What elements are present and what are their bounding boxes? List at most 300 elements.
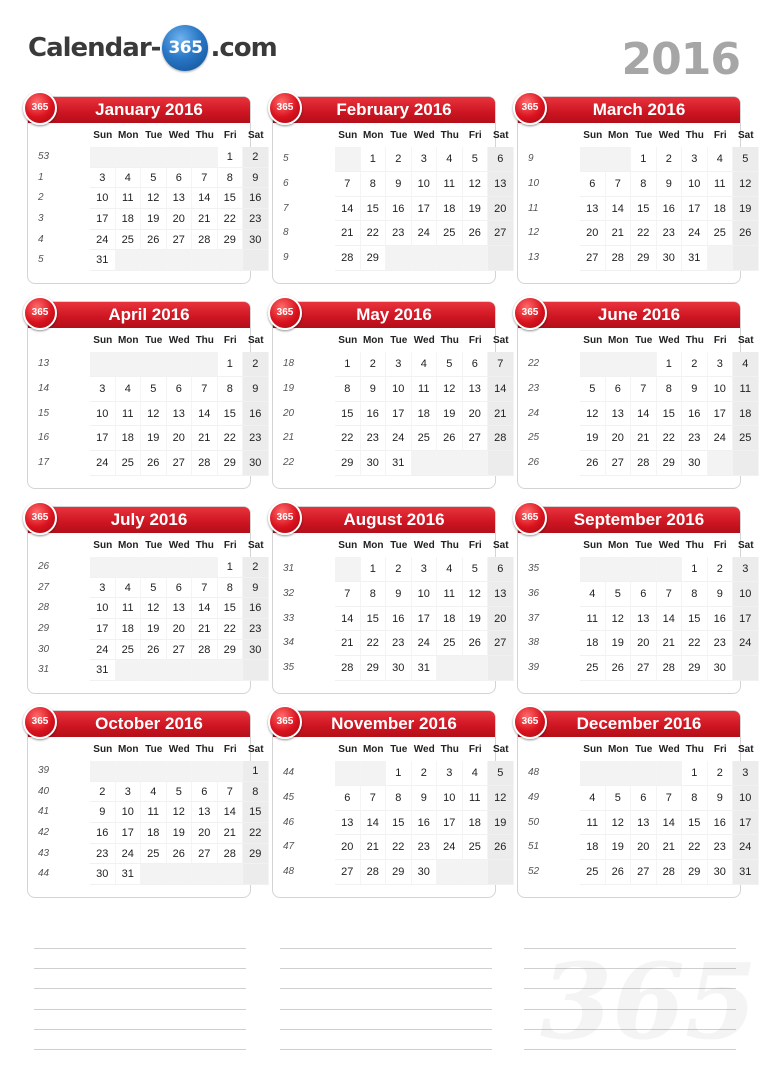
empty-day-cell [192, 557, 218, 578]
badge-365-icon: 365 [268, 501, 302, 535]
day-cell: 30 [243, 451, 269, 476]
day-cell: 19 [437, 402, 463, 427]
week-number: 45 [283, 791, 295, 803]
weekday-label: Tue [390, 130, 408, 141]
week-number: 20 [283, 407, 295, 419]
empty-day-cell [488, 656, 514, 681]
day-cell: 8 [682, 582, 708, 607]
day-cell: 17 [90, 426, 116, 451]
day-cell: 7 [657, 582, 683, 607]
empty-day-cell [243, 864, 269, 885]
month-title: February 2016 [273, 97, 495, 123]
day-cell: 18 [580, 835, 606, 860]
day-cell: 31 [412, 656, 438, 681]
weekday-label: Wed [413, 335, 435, 346]
empty-day-cell [192, 660, 218, 681]
week-number: 13 [528, 252, 540, 264]
day-cell: 9 [386, 582, 412, 607]
badge-365-icon: 365 [268, 705, 302, 739]
day-cell: 15 [682, 607, 708, 632]
month-title: September 2016 [518, 507, 740, 533]
month-card-1 [27, 96, 264, 284]
day-cell: 24 [412, 631, 438, 656]
badge-365-icon: 365 [513, 296, 547, 330]
day-cell: 8 [361, 172, 387, 197]
day-cell: 21 [192, 619, 218, 640]
empty-day-cell [437, 656, 463, 681]
weekday-label: Wed [413, 130, 435, 141]
week-number: 23 [528, 382, 540, 394]
day-cell: 15 [218, 402, 244, 427]
month-title: June 2016 [518, 302, 740, 328]
empty-day-cell [116, 352, 142, 377]
week-number: 22 [528, 358, 540, 369]
day-cell: 9 [243, 168, 269, 189]
week-number: 9 [528, 153, 534, 164]
day-cell: 6 [167, 377, 193, 402]
empty-day-cell [335, 761, 361, 786]
weekday-label: Tue [145, 130, 163, 141]
day-cell: 3 [682, 147, 708, 172]
day-cell: 10 [733, 786, 759, 811]
day-cell: 23 [682, 426, 708, 451]
day-cell: 18 [437, 197, 463, 222]
day-cell: 22 [361, 221, 387, 246]
weekday-label: Sat [737, 335, 754, 346]
empty-day-cell [243, 250, 269, 271]
empty-day-cell [218, 761, 244, 782]
day-cell: 6 [335, 786, 361, 811]
empty-day-cell [90, 557, 116, 578]
week-number: 51 [528, 841, 540, 853]
day-cell: 10 [412, 582, 438, 607]
day-cell: 14 [631, 402, 657, 427]
day-cell: 9 [243, 377, 269, 402]
day-cell: 28 [335, 656, 361, 681]
day-cell: 30 [243, 640, 269, 661]
empty-day-cell [116, 557, 142, 578]
day-cell: 3 [733, 557, 759, 582]
empty-day-cell [90, 352, 116, 377]
weekday-label: Sun [338, 130, 358, 141]
day-cell: 7 [192, 168, 218, 189]
day-cell: 13 [192, 802, 218, 823]
day-cell: 27 [606, 451, 632, 476]
weekday-label: Mon [607, 744, 629, 755]
day-cell: 11 [463, 786, 489, 811]
day-cell: 29 [631, 246, 657, 271]
day-cell: 6 [631, 786, 657, 811]
weekday-label: Sat [737, 744, 754, 755]
day-cell: 21 [606, 221, 632, 246]
empty-day-cell [167, 250, 193, 271]
month-card-4 [27, 301, 264, 489]
day-cell: 5 [463, 147, 489, 172]
empty-day-cell [141, 864, 167, 885]
weekday-label: Mon [607, 130, 629, 141]
week-number: 49 [528, 791, 540, 803]
day-cell: 5 [733, 147, 759, 172]
weekday-label: Fri [223, 335, 237, 346]
day-cell: 25 [437, 631, 463, 656]
day-cell: 27 [167, 230, 193, 251]
empty-day-cell [463, 860, 489, 885]
day-cell: 3 [412, 557, 438, 582]
empty-day-cell [192, 761, 218, 782]
day-cell: 17 [733, 811, 759, 836]
month-card-11 [272, 710, 509, 898]
empty-day-cell [116, 660, 142, 681]
weekday-label: Sat [247, 744, 264, 755]
weekday-label: Thu [440, 744, 459, 755]
day-cell: 11 [116, 402, 142, 427]
day-cell: 21 [218, 823, 244, 844]
day-cell: 5 [437, 352, 463, 377]
day-cell: 28 [192, 451, 218, 476]
day-cell: 1 [361, 147, 387, 172]
day-cell: 14 [218, 802, 244, 823]
page-year-title: 2016 [621, 34, 740, 85]
day-cell: 22 [335, 426, 361, 451]
week-number: 26 [528, 457, 540, 469]
day-cell: 13 [631, 607, 657, 632]
weekday-label: Thu [195, 335, 214, 346]
month-title: April 2016 [28, 302, 250, 328]
day-cell: 10 [386, 377, 412, 402]
day-cell: 10 [116, 802, 142, 823]
weekday-label: Wed [168, 335, 190, 346]
empty-day-cell [141, 557, 167, 578]
day-cell: 24 [733, 631, 759, 656]
empty-day-cell [488, 860, 514, 885]
day-cell: 24 [116, 844, 142, 865]
day-cell: 19 [167, 823, 193, 844]
badge-365-icon: 365 [513, 501, 547, 535]
day-cell: 22 [243, 823, 269, 844]
weekday-label: Thu [195, 130, 214, 141]
empty-day-cell [580, 557, 606, 582]
day-cell: 18 [116, 426, 142, 451]
empty-day-cell [463, 246, 489, 271]
day-cell: 12 [733, 172, 759, 197]
day-cell: 26 [437, 426, 463, 451]
empty-day-cell [708, 451, 734, 476]
day-cell: 12 [606, 811, 632, 836]
day-cell: 27 [167, 451, 193, 476]
day-cell: 15 [386, 811, 412, 836]
day-cell: 28 [361, 860, 387, 885]
day-cell: 2 [657, 147, 683, 172]
day-cell: 11 [580, 607, 606, 632]
day-cell: 28 [192, 640, 218, 661]
week-number: 7 [283, 202, 289, 214]
weekday-label: Tue [145, 744, 163, 755]
day-cell: 24 [90, 230, 116, 251]
empty-day-cell [141, 147, 167, 168]
day-cell: 14 [192, 402, 218, 427]
brand-name-right: .com [210, 33, 277, 63]
weekday-label: Tue [635, 744, 653, 755]
day-cell: 1 [335, 352, 361, 377]
day-cell: 2 [386, 557, 412, 582]
day-cell: 27 [167, 640, 193, 661]
day-cell: 11 [141, 802, 167, 823]
weekday-label: Fri [468, 540, 482, 551]
week-number: 25 [528, 432, 540, 444]
weekday-label: Mon [362, 130, 384, 141]
month-card-7 [27, 506, 264, 694]
weekday-label: Sat [492, 335, 509, 346]
day-cell: 8 [361, 582, 387, 607]
notes-column-1 [34, 948, 246, 1069]
day-cell: 2 [708, 761, 734, 786]
day-cell: 29 [335, 451, 361, 476]
empty-day-cell [437, 451, 463, 476]
day-cell: 15 [682, 811, 708, 836]
day-cell: 23 [386, 221, 412, 246]
week-number: 1 [38, 171, 44, 183]
day-cell: 18 [733, 402, 759, 427]
day-cell: 5 [141, 377, 167, 402]
empty-day-cell [192, 864, 218, 885]
empty-day-cell [412, 246, 438, 271]
day-cell: 6 [167, 168, 193, 189]
month-title: May 2016 [273, 302, 495, 328]
day-cell: 2 [361, 352, 387, 377]
empty-day-cell [218, 250, 244, 271]
day-cell: 22 [631, 221, 657, 246]
weekday-label: Mon [117, 744, 139, 755]
day-cell: 28 [218, 844, 244, 865]
day-cell: 24 [708, 426, 734, 451]
day-cell: 16 [243, 402, 269, 427]
empty-day-cell [141, 660, 167, 681]
day-cell: 20 [167, 619, 193, 640]
day-cell: 31 [733, 860, 759, 885]
week-number: 53 [38, 151, 50, 162]
day-cell: 13 [631, 811, 657, 836]
day-cell: 27 [335, 860, 361, 885]
week-number: 37 [528, 612, 540, 624]
day-cell: 7 [335, 582, 361, 607]
day-cell: 26 [167, 844, 193, 865]
day-cell: 8 [218, 168, 244, 189]
empty-day-cell [243, 660, 269, 681]
day-cell: 9 [682, 377, 708, 402]
day-cell: 5 [141, 168, 167, 189]
weekday-label: Wed [413, 744, 435, 755]
day-cell: 21 [192, 426, 218, 451]
weekday-label: Fri [468, 335, 482, 346]
day-cell: 23 [243, 619, 269, 640]
day-cell: 30 [243, 230, 269, 251]
weekday-label: Fri [713, 744, 727, 755]
day-cell: 14 [335, 197, 361, 222]
week-number: 43 [38, 847, 50, 859]
day-cell: 15 [218, 598, 244, 619]
week-number: 5 [38, 254, 44, 266]
day-cell: 28 [631, 451, 657, 476]
weekday-label: Mon [607, 335, 629, 346]
day-cell: 8 [631, 172, 657, 197]
day-cell: 27 [580, 246, 606, 271]
badge-365-icon: 365 [23, 705, 57, 739]
empty-day-cell [580, 147, 606, 172]
month-card-9 [517, 506, 754, 694]
day-cell: 1 [682, 557, 708, 582]
weekday-label: Fri [713, 540, 727, 551]
empty-day-cell [708, 246, 734, 271]
day-cell: 8 [218, 578, 244, 599]
month-title: August 2016 [273, 507, 495, 533]
day-cell: 20 [463, 402, 489, 427]
day-cell: 9 [412, 786, 438, 811]
day-cell: 20 [631, 631, 657, 656]
day-cell: 26 [606, 860, 632, 885]
day-cell: 29 [682, 656, 708, 681]
day-cell: 13 [488, 172, 514, 197]
day-cell: 17 [682, 197, 708, 222]
day-cell: 14 [657, 811, 683, 836]
empty-day-cell [488, 451, 514, 476]
day-cell: 11 [116, 188, 142, 209]
day-cell: 7 [631, 377, 657, 402]
week-number: 46 [283, 816, 295, 828]
day-cell: 7 [218, 782, 244, 803]
empty-day-cell [580, 352, 606, 377]
day-cell: 5 [606, 786, 632, 811]
day-cell: 13 [580, 197, 606, 222]
day-cell: 16 [708, 811, 734, 836]
weekday-label: Thu [195, 540, 214, 551]
empty-day-cell [361, 761, 387, 786]
weekday-label: Fri [223, 130, 237, 141]
day-cell: 29 [682, 860, 708, 885]
day-cell: 31 [116, 864, 142, 885]
day-cell: 19 [463, 607, 489, 632]
badge-365-icon: 365 [513, 705, 547, 739]
day-cell: 15 [218, 188, 244, 209]
day-cell: 2 [386, 147, 412, 172]
weekday-label: Mon [117, 540, 139, 551]
empty-day-cell [386, 246, 412, 271]
empty-day-cell [192, 352, 218, 377]
day-cell: 18 [580, 631, 606, 656]
day-cell: 10 [682, 172, 708, 197]
day-cell: 3 [90, 578, 116, 599]
weekday-label: Thu [685, 744, 704, 755]
weekday-label: Wed [658, 130, 680, 141]
day-cell: 19 [141, 426, 167, 451]
empty-day-cell [218, 660, 244, 681]
weekday-label: Sat [492, 130, 509, 141]
day-cell: 9 [386, 172, 412, 197]
day-cell: 6 [192, 782, 218, 803]
day-cell: 4 [116, 578, 142, 599]
day-cell: 25 [116, 230, 142, 251]
empty-day-cell [141, 250, 167, 271]
weekday-label: Tue [390, 335, 408, 346]
empty-day-cell [141, 352, 167, 377]
month-card-10 [27, 710, 264, 898]
day-cell: 14 [192, 598, 218, 619]
day-cell: 7 [192, 377, 218, 402]
day-cell: 4 [580, 786, 606, 811]
weekday-label: Sat [492, 540, 509, 551]
weekday-label: Thu [440, 540, 459, 551]
week-number: 6 [283, 177, 289, 189]
day-cell: 21 [335, 221, 361, 246]
month-title: March 2016 [518, 97, 740, 123]
day-cell: 26 [606, 656, 632, 681]
weekday-label: Sat [247, 540, 264, 551]
weekday-label: Wed [658, 540, 680, 551]
day-cell: 16 [412, 811, 438, 836]
day-cell: 13 [167, 188, 193, 209]
weekday-label: Fri [468, 744, 482, 755]
day-cell: 31 [386, 451, 412, 476]
day-cell: 28 [657, 860, 683, 885]
day-cell: 21 [335, 631, 361, 656]
week-number: 34 [283, 637, 295, 649]
day-cell: 22 [657, 426, 683, 451]
week-number: 40 [38, 785, 50, 797]
week-number: 3 [38, 213, 44, 224]
day-cell: 17 [437, 811, 463, 836]
day-cell: 5 [580, 377, 606, 402]
weekday-label: Wed [658, 744, 680, 755]
day-cell: 15 [657, 402, 683, 427]
weekday-label: Wed [168, 540, 190, 551]
empty-day-cell [631, 761, 657, 786]
day-cell: 5 [463, 557, 489, 582]
day-cell: 2 [243, 147, 269, 168]
day-cell: 7 [192, 578, 218, 599]
week-number: 10 [528, 177, 540, 189]
month-card-2 [272, 96, 509, 284]
day-cell: 22 [218, 619, 244, 640]
weekday-label: Wed [658, 335, 680, 346]
weekday-label: Fri [223, 540, 237, 551]
weekday-label: Mon [117, 335, 139, 346]
day-cell: 12 [437, 377, 463, 402]
day-cell: 16 [386, 197, 412, 222]
day-cell: 22 [218, 426, 244, 451]
week-number: 39 [38, 765, 50, 776]
week-number: 42 [38, 827, 50, 838]
day-cell: 17 [116, 823, 142, 844]
week-number: 12 [528, 227, 540, 239]
week-number: 29 [38, 623, 50, 634]
empty-day-cell [335, 557, 361, 582]
day-cell: 23 [708, 835, 734, 860]
day-cell: 21 [361, 835, 387, 860]
day-cell: 31 [90, 660, 116, 681]
day-cell: 3 [708, 352, 734, 377]
month-title: October 2016 [28, 711, 250, 737]
week-number: 24 [528, 407, 540, 419]
day-cell: 4 [437, 147, 463, 172]
day-cell: 4 [580, 582, 606, 607]
day-cell: 18 [463, 811, 489, 836]
day-cell: 22 [682, 835, 708, 860]
week-number: 39 [528, 662, 540, 674]
month-card-5 [272, 301, 509, 489]
day-cell: 10 [90, 598, 116, 619]
day-cell: 23 [243, 209, 269, 230]
day-cell: 4 [463, 761, 489, 786]
day-cell: 12 [463, 582, 489, 607]
